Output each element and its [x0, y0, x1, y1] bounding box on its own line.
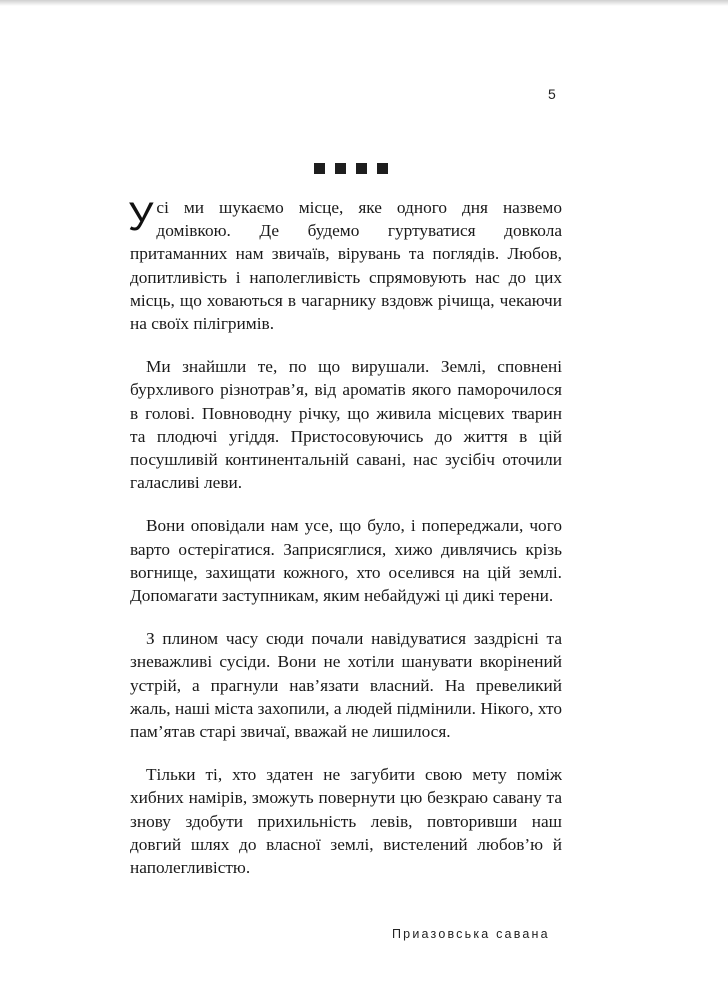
ornament-square	[335, 163, 346, 174]
page-top-edge	[0, 0, 728, 6]
running-footer-title: Приазовська савана	[392, 927, 550, 941]
body-text	[130, 196, 562, 899]
drop-cap: У	[128, 195, 154, 239]
section-ornament	[314, 163, 388, 174]
ornament-square	[314, 163, 325, 174]
ornament-square	[356, 163, 367, 174]
ornament-square	[377, 163, 388, 174]
paragraph-1-text: сі ми шукаємо місце, яке одного дня назвемо домівкою. Де будемо гуртуватися довкола притаманних нам звичаїв, вірувань та поглядів. Любов, допитливість і наполегливість спрямовують нас до цих місць, що ховаються в чагарнику вздовж річища, чекаючи на своїх пілігримів.	[130, 198, 562, 334]
paragraph-2: Ми знайшли те, по що вирушали. Землі, сповнені бурхливого різнотрав’я, від ароматів якого паморочилося в голові. Повноводну річку, що живила місцевих тварин та плодючі угіддя. Пристосовуючись до життя в цій посушливій континентальній савані, нас зусібіч оточили галасливі леви.	[130, 357, 562, 493]
page-number: 5	[548, 86, 556, 102]
paragraph-5: Тільки ті, хто здатен не загубити свою мету поміж хибних намірів, зможуть повернути цю безкраю савану та знову здобути прихильність левів, повторивши наш довгий шлях до власної землі, вистелений любов’ю й наполегливістю.	[130, 765, 562, 878]
paragraph-1	[130, 196, 562, 335]
paragraph-3: Вони оповідали нам усе, що було, і попереджали, чого варто остерігатися. Заприсяглися, хижо дивлячись крізь вогнище, захищати кожного, хто оселився на цій землі. Допомагати заступникам, яким небайдужі ці дикі терени.	[130, 516, 562, 606]
paragraph-4: З плином часу сюди почали навідуватися заздрісні та зневажливі сусіди. Вони не хотіли шанувати вкорінений устрій, а прагнули нав’язати власний. На превеликий жаль, наші міста захопили, а людей підмінили. Нікого, хто пам’ятав старі звичаї, вважай не лишилося.	[130, 629, 562, 742]
